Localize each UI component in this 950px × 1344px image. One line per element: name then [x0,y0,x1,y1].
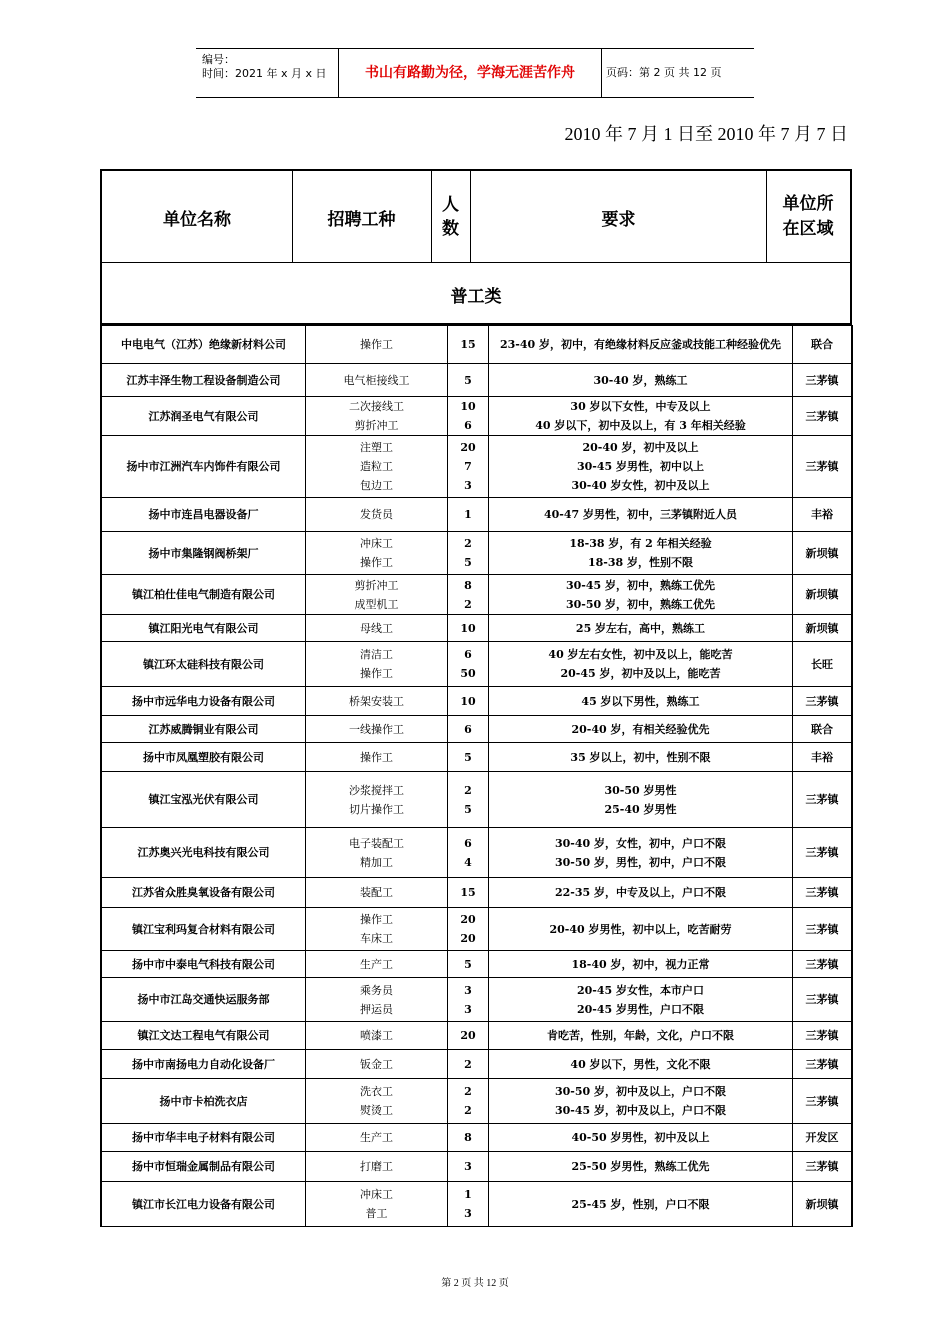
job-line: 桥架安装工 [349,694,404,708]
req-cell [489,1182,793,1226]
header-page-label: 页码：第 2 页 共 12 页 [606,66,722,79]
job-line: 冲床工 [360,1188,393,1201]
table-row [102,497,851,531]
job-line: 操作工 [360,667,393,680]
job-cell [306,575,448,614]
area-cell: 丰裕 [811,750,833,764]
num-line: 6 [464,419,472,432]
num-line: 2 [464,537,472,550]
num-line: 50 [460,667,476,680]
job-cell [306,1182,448,1226]
company-cell: 江苏润圣电气有限公司 [102,397,306,435]
area-cell: 三茅镇 [805,886,839,899]
table-row [102,1021,851,1049]
num-line: 2 [464,1104,472,1117]
job-line: 普工 [365,1207,388,1220]
num-line: 8 [464,578,472,592]
job-line: 造粒工 [360,460,393,473]
job-cell [306,1050,448,1078]
job-cell [306,716,448,742]
table-row [102,1123,851,1151]
table-row [102,641,851,686]
table-row [102,325,851,363]
num-line: 5 [464,802,472,816]
req-line: 20-45 岁女性，本市户口 [576,983,704,997]
num-line: 20 [460,441,476,454]
company-cell: 扬中市凤凰塑胶有限公司 [102,743,306,771]
job-line: 冲床工 [360,537,393,550]
company-cell: 扬中市远华电力设备有限公司 [102,687,306,715]
req-cell [489,364,793,396]
num-line: 3 [464,479,472,492]
company-cell: 扬中市集隆钢阀桥架厂 [102,532,306,574]
area-cell: 三茅镇 [805,922,839,936]
table-row [102,363,851,396]
area-cell: 三茅镇 [805,460,839,473]
req-line: 30-50 岁，初中及以上，户口不限 [554,1085,726,1098]
req-cell [489,878,793,907]
company-cell: 中电电气（江苏）绝缘新材料公司 [102,326,306,363]
num-cell [448,687,489,715]
req-line: 20-40 岁，有相关经验优先 [571,722,710,736]
num-cell [448,978,489,1021]
area-cell: 联合 [811,722,833,736]
num-cell [448,743,489,771]
job-cell [306,436,448,497]
job-cell [306,326,448,363]
num-line: 10 [460,400,476,413]
area-cell: 三茅镇 [805,1094,839,1108]
job-line: 母线工 [360,621,393,635]
req-line: 30-45 岁，初中及以上，户口不限 [554,1104,726,1117]
table-row [102,574,851,614]
table-row [102,1049,851,1078]
num-line: 3 [464,1002,472,1016]
req-cell [489,687,793,715]
num-cell [448,1050,489,1078]
req-line: 30 岁以下女性，中专及以上 [570,400,711,413]
num-line: 6 [464,648,472,661]
job-cell [306,1152,448,1181]
num-cell [448,1079,489,1123]
req-cell [489,615,793,641]
req-line: 18-38 岁，有 2 年相关经验 [569,537,712,550]
req-line: 40 岁左右女性，初中及以上，能吃苦 [548,648,733,661]
document-header [196,48,754,98]
num-line: 7 [464,460,472,473]
time-label: 时间：2021 年 x 月 x 日 [202,67,327,80]
req-cell [489,743,793,771]
table-row [102,1181,851,1226]
company-cell: 江苏奥兴光电科技有限公司 [102,828,306,877]
num-cell [448,828,489,877]
num-line: 2 [464,597,472,611]
area-cell: 三茅镇 [805,1029,839,1042]
job-cell [306,908,448,950]
col-company-header: 单位名称 [102,171,293,263]
req-line: 40-47 岁男性，初中，三茅镇附近人员 [543,508,737,521]
table-row [102,1078,851,1123]
job-line: 打磨工 [360,1160,393,1173]
job-line: 成型机工 [354,597,399,611]
job-line: 车床工 [360,932,393,945]
req-cell [489,1050,793,1078]
company-cell: 镇江宝利玛复合材料有限公司 [102,908,306,950]
job-cell [306,687,448,715]
job-line: 装配工 [360,886,393,899]
category-title: 普工类 [450,286,502,307]
job-cell [306,642,448,686]
table-row [102,1151,851,1181]
date-range: 2010 年 7 月 1 日至 2010 年 7 月 7 日 [564,124,848,144]
req-cell [489,908,793,950]
job-line: 操作工 [360,913,393,926]
req-line: 23-40 岁，初中，有绝缘材料反应釜或技能工种经验优先 [499,338,781,351]
job-cell [306,364,448,396]
job-line: 清洁工 [360,648,393,661]
area-cell: 三茅镇 [805,1160,839,1173]
num-line: 20 [460,1029,476,1042]
serial-label: 编号： [202,53,235,66]
area-cell: 新坝镇 [805,621,839,635]
num-cell [448,615,489,641]
col-req-header: 要求 [471,171,767,263]
area-cell: 三茅镇 [805,694,839,708]
req-line: 30-50 岁，男性，初中，户口不限 [554,855,726,869]
table-row [102,771,851,827]
num-cell [448,716,489,742]
num-cell [448,908,489,950]
req-cell [489,772,793,827]
job-cell [306,828,448,877]
job-cell [306,532,448,574]
job-line: 操作工 [360,338,393,351]
num-cell [448,642,489,686]
table-row [102,435,851,497]
num-line: 3 [464,1160,472,1173]
job-line: 切片操作工 [349,802,404,816]
company-cell: 镇江市长江电力设备有限公司 [102,1182,306,1226]
area-cell: 三茅镇 [805,373,839,387]
table-row [102,827,851,877]
header-meta [196,49,338,97]
area-cell: 长旺 [811,657,833,671]
req-line: 25 岁左右，高中，熟练工 [575,621,706,635]
job-line: 发货员 [360,508,393,521]
req-line: 20-45 岁，初中及以上，能吃苦 [560,667,721,680]
job-line: 包边工 [360,479,393,492]
req-line: 35 岁以上，初中，性别不限 [570,750,711,764]
company-cell: 扬中市恒瑞金属制品有限公司 [102,1152,306,1181]
num-line: 3 [464,983,472,997]
req-cell [489,716,793,742]
job-cell [306,772,448,827]
num-line: 1 [464,508,472,521]
req-line: 30-40 岁，熟练工 [593,373,688,387]
header-motto: 书山有路勤为径，学海无涯苦作舟 [338,49,602,97]
req-line: 肯吃苦，性别，年龄，文化，户口不限 [547,1029,734,1042]
company-cell: 镇江柏仕佳电气制造有限公司 [102,575,306,614]
job-line: 精加工 [360,855,393,869]
table-row [102,977,851,1021]
job-line: 注塑工 [360,441,393,454]
num-line: 4 [464,855,472,869]
req-line: 25-45 岁，性别，户口不限 [571,1197,710,1211]
num-line: 2 [464,1057,472,1071]
table-row [102,950,851,977]
job-line: 押运员 [360,1002,393,1016]
company-cell: 扬中市卡柏洗衣店 [102,1079,306,1123]
job-line: 生产工 [360,1131,393,1144]
job-cell [306,1079,448,1123]
company-cell: 扬中市南扬电力自动化设备厂 [102,1050,306,1078]
req-line: 30-45 岁，初中，熟练工优先 [565,578,715,592]
col-num-header: 人数 [431,171,471,263]
job-line: 洗衣工 [360,1085,393,1098]
num-line: 5 [464,556,472,569]
num-cell [448,498,489,531]
job-line: 沙浆搅拌工 [349,783,404,797]
job-cell [306,615,448,641]
req-cell [489,1022,793,1049]
job-cell [306,951,448,977]
num-line: 8 [464,1131,472,1144]
req-cell [489,951,793,977]
table-body [100,325,853,1227]
req-line: 30-50 岁，初中，熟练工优先 [565,597,715,611]
req-line: 40 岁以下，初中及以上，有 3 年相关经验 [535,419,746,432]
job-cell [306,743,448,771]
company-cell: 江苏威腾铜业有限公司 [102,716,306,742]
area-cell: 三茅镇 [805,993,839,1006]
job-line: 剪折冲工 [354,419,399,432]
num-cell [448,326,489,363]
job-cell [306,1022,448,1049]
req-line: 30-40 岁女性，初中及以上 [571,479,710,492]
num-line: 5 [464,750,472,764]
col-job-header: 招聘工种 [292,171,432,263]
req-cell [489,532,793,574]
job-line: 二次接线工 [349,400,404,413]
job-line: 喷漆工 [360,1029,393,1042]
area-cell: 新坝镇 [805,588,839,601]
job-line: 电子装配工 [349,836,404,850]
area-cell: 三茅镇 [805,1057,839,1071]
job-line: 电气柜接线工 [343,373,410,387]
company-cell: 扬中市华丰电子材料有限公司 [102,1124,306,1151]
req-line: 40-50 岁男性，初中及以上 [571,1131,710,1144]
table-row [102,907,851,950]
num-line: 6 [464,836,472,850]
req-line: 40 岁以下，男性，文化不限 [570,1057,711,1071]
num-cell [448,397,489,435]
area-cell: 三茅镇 [805,846,839,859]
company-cell: 镇江环太硅科技有限公司 [102,642,306,686]
num-line: 6 [464,722,472,736]
table-row [102,877,851,907]
area-cell: 新坝镇 [805,1197,839,1211]
req-line: 30-45 岁男性，初中以上 [576,460,704,473]
req-line: 20-40 岁男性，初中以上，吃苦耐劳 [549,922,732,936]
req-cell [489,575,793,614]
num-cell [448,951,489,977]
num-cell [448,532,489,574]
num-line: 10 [460,621,476,635]
req-line: 45 岁以下男性，熟练工 [581,694,700,708]
company-cell: 扬中市江岛交通快运服务部 [102,978,306,1021]
req-cell [489,436,793,497]
num-cell [448,772,489,827]
num-cell [448,364,489,396]
req-line: 25-40 岁男性 [604,802,677,816]
num-line: 2 [464,1085,472,1098]
req-line: 18-40 岁，初中，视力正常 [571,957,710,971]
area-cell: 新坝镇 [805,546,839,560]
num-line: 20 [460,913,476,926]
job-line: 生产工 [360,957,393,971]
num-cell [448,1152,489,1181]
area-cell: 联合 [811,338,833,351]
job-line: 剪折冲工 [354,578,399,592]
job-cell [306,1124,448,1151]
req-cell [489,1152,793,1181]
company-cell: 镇江文达工程电气有限公司 [102,1022,306,1049]
job-cell [306,397,448,435]
req-line: 30-40 岁，女性，初中，户口不限 [554,836,726,850]
num-cell [448,1182,489,1226]
num-line: 20 [460,932,476,945]
table-row [102,531,851,574]
job-cell [306,978,448,1021]
num-cell [448,878,489,907]
num-cell [448,1124,489,1151]
company-cell: 江苏省众胜臭氧设备有限公司 [102,878,306,907]
req-cell [489,498,793,531]
req-line: 22-35 岁，中专及以上，户口不限 [554,886,726,899]
job-cell [306,878,448,907]
job-line: 操作工 [360,556,393,569]
num-line: 5 [464,957,472,971]
req-line: 18-38 岁，性别不限 [587,556,693,569]
job-line: 一线操作工 [349,722,404,736]
req-cell [489,326,793,363]
job-line: 操作工 [360,750,393,764]
company-cell: 江苏丰泽生物工程设备制造公司 [102,364,306,396]
table-row [102,742,851,771]
job-line: 熨烫工 [360,1104,393,1117]
req-cell [489,1124,793,1151]
page-footer: 第 2 页 共 12 页 [441,1278,509,1289]
job-line: 乘务员 [360,983,393,997]
area-cell: 开发区 [805,1131,839,1144]
table-row [102,715,851,742]
table-row [102,614,851,641]
col-area-header: 单位所在区域 [782,194,834,239]
company-cell: 扬中市连昌电器设备厂 [102,498,306,531]
job-line: 钣金工 [360,1057,393,1071]
area-cell: 三茅镇 [805,793,839,806]
req-cell [489,828,793,877]
num-line: 10 [460,694,476,708]
table-row [102,686,851,715]
num-cell [448,1022,489,1049]
job-cell [306,498,448,531]
req-line: 20-45 岁男性，户口不限 [576,1002,704,1016]
num-cell [448,436,489,497]
table-row [102,396,851,435]
req-cell [489,397,793,435]
num-line: 5 [464,373,472,387]
table-header [100,169,852,325]
num-line: 3 [464,1207,472,1220]
num-line: 15 [460,338,476,351]
req-line: 25-50 岁男性，熟练工优先 [571,1160,710,1173]
req-line: 30-50 岁男性 [604,783,677,797]
req-cell [489,978,793,1021]
company-cell: 扬中市江洲汽车内饰件有限公司 [102,436,306,497]
req-cell [489,642,793,686]
num-line: 15 [460,886,476,899]
num-line: 1 [464,1188,472,1201]
company-cell: 扬中市中泰电气科技有限公司 [102,951,306,977]
company-cell: 镇江阳光电气有限公司 [102,615,306,641]
num-line: 2 [464,783,472,797]
req-cell [489,1079,793,1123]
area-cell: 三茅镇 [805,409,839,423]
area-cell: 三茅镇 [805,957,839,971]
req-line: 20-40 岁，初中及以上 [582,441,699,454]
area-cell: 丰裕 [811,508,833,521]
num-cell [448,575,489,614]
company-cell: 镇江宝泓光伏有限公司 [102,772,306,827]
